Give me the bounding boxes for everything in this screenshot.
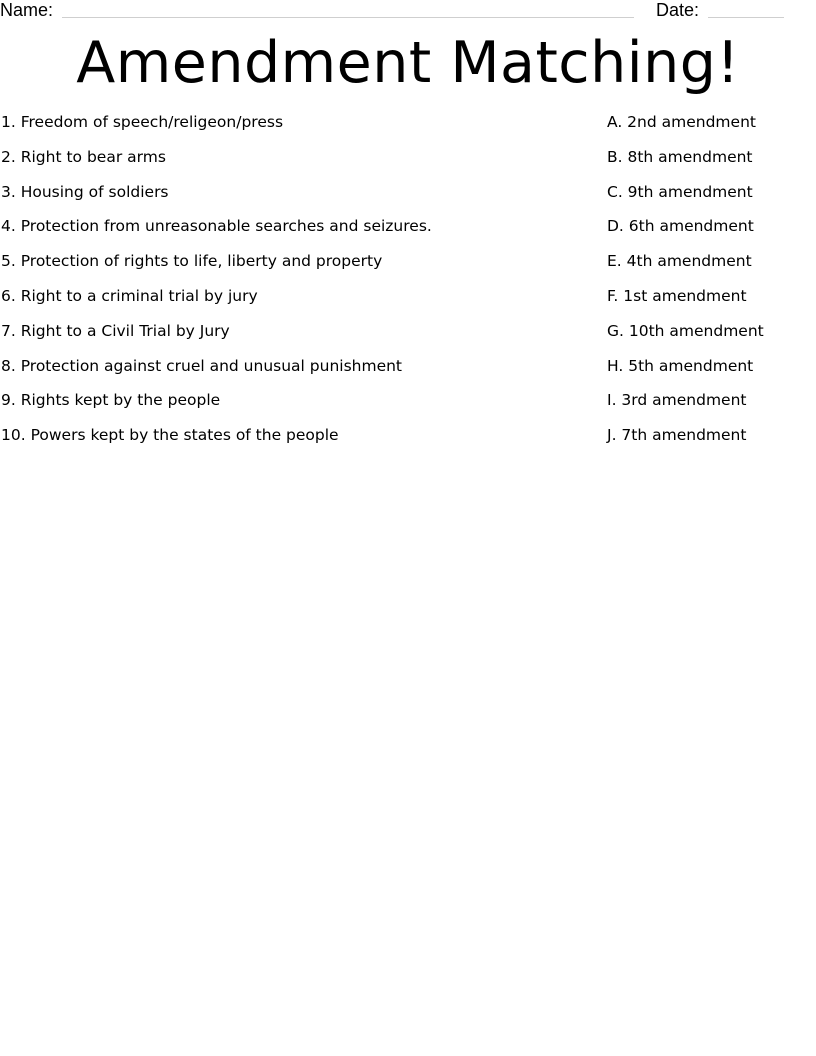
page-title: Amendment Matching! <box>76 30 740 96</box>
answer-option: I. 3rd amendment <box>607 391 747 410</box>
answer-option: A. 2nd amendment <box>607 113 756 131</box>
matching-item: 4. Protection from unreasonable searches and seizures. <box>1 217 432 236</box>
date-label: Date: <box>656 0 700 20</box>
matching-item: 6. Right to a criminal trial by jury <box>1 286 258 305</box>
name-field-line[interactable] <box>62 17 634 18</box>
answer-option: C. 9th amendment <box>607 182 753 201</box>
matching-item: 3. Housing of soldiers <box>1 182 169 201</box>
matching-item: 2. Right to bear arms <box>1 147 166 166</box>
matching-item: 1. Freedom of speech/religeon/press <box>1 113 284 131</box>
matching-item: 7. Right to a Civil Trial by Jury <box>1 321 230 340</box>
date-field-line[interactable] <box>708 17 784 18</box>
answer-options-list <box>607 112 807 460</box>
answer-option: H. 5th amendment <box>607 356 754 375</box>
answer-option: F. 1st amendment <box>607 286 747 305</box>
answer-option: J. 7th amendment <box>607 426 747 445</box>
answer-option: D. 6th amendment <box>607 217 754 236</box>
matching-item: 5. Protection of rights to life, liberty and property <box>1 252 383 271</box>
matching-item: 8. Protection against cruel and unusual punishment <box>1 356 403 375</box>
answer-option: E. 4th amendment <box>607 252 752 271</box>
answer-option: G. 10th amendment <box>607 321 764 340</box>
name-label: Name: <box>0 0 54 20</box>
worksheet-header <box>0 0 816 24</box>
matching-item: 9. Rights kept by the people <box>1 391 221 410</box>
matching-items-list <box>1 112 581 460</box>
answer-option: B. 8th amendment <box>607 147 753 166</box>
matching-item: 10. Powers kept by the states of the people <box>1 426 339 445</box>
